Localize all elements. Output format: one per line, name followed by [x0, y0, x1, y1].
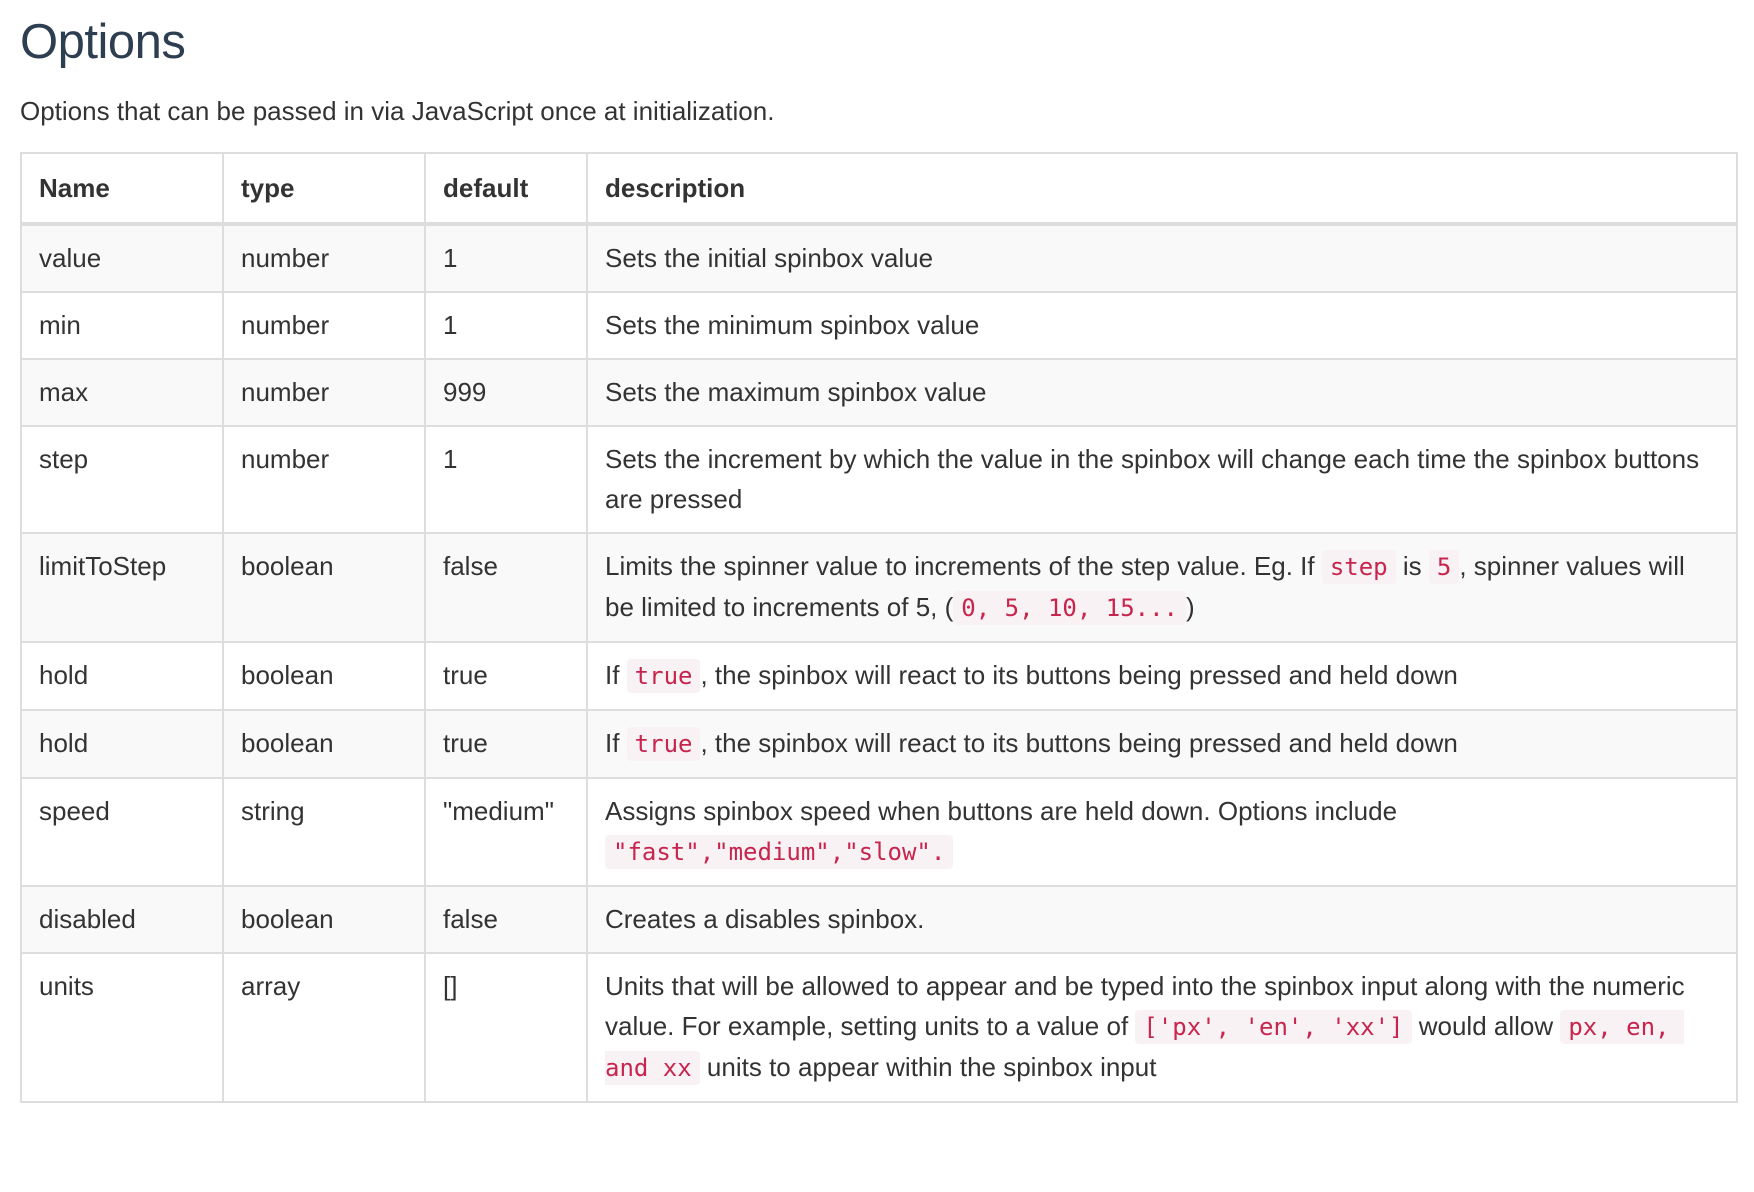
cell-description — [587, 886, 1737, 953]
cell-type: array — [223, 953, 425, 1102]
inline-code: "fast","medium","slow". — [605, 835, 953, 869]
table-row — [21, 778, 1737, 886]
cell-name: hold — [21, 642, 223, 710]
description-text: , the spinbox will react to its buttons being pressed and held down — [700, 660, 1458, 690]
inline-code: true — [627, 727, 701, 761]
table-row — [21, 224, 1737, 292]
header-default: default — [425, 153, 587, 224]
table-row — [21, 426, 1737, 533]
cell-type: string — [223, 778, 425, 886]
description-text: units to appear within the spinbox input — [699, 1052, 1157, 1082]
table-body — [21, 224, 1737, 1102]
description-text: Sets the minimum spinbox value — [605, 310, 980, 340]
cell-default: "medium" — [425, 778, 587, 886]
description-text: would allow — [1411, 1011, 1561, 1041]
inline-code: ['px', 'en', 'xx'] — [1135, 1010, 1411, 1044]
description-text: Sets the increment by which the value in the spinbox will change each time the spinbox buttons are pressed — [605, 444, 1700, 514]
inline-code: px, en, and xx — [605, 1010, 1684, 1085]
page-title: Options — [20, 15, 186, 69]
cell-type: boolean — [223, 533, 425, 642]
table-row — [21, 953, 1737, 1102]
cell-type: number — [223, 224, 425, 292]
cell-type: number — [223, 292, 425, 359]
cell-type: boolean — [223, 886, 425, 953]
header-description: description — [587, 153, 1737, 224]
cell-name: units — [21, 953, 223, 1102]
cell-default: 1 — [425, 224, 587, 292]
cell-description — [587, 426, 1737, 533]
cell-name: value — [21, 224, 223, 292]
cell-default: 1 — [425, 426, 587, 533]
cell-default: true — [425, 710, 587, 778]
description-text: is — [1395, 551, 1429, 581]
description-text: Assigns spinbox speed when buttons are held down. Options include — [605, 796, 1398, 826]
header-type: type — [223, 153, 425, 224]
options-table — [20, 152, 1738, 1103]
cell-default: true — [425, 642, 587, 710]
cell-description — [587, 533, 1737, 642]
description-text: If — [605, 728, 627, 758]
table-row — [21, 533, 1737, 642]
inline-code: step — [1322, 550, 1396, 584]
cell-type: boolean — [223, 710, 425, 778]
cell-description — [587, 710, 1737, 778]
cell-default: false — [425, 533, 587, 642]
cell-name: min — [21, 292, 223, 359]
cell-default: [] — [425, 953, 587, 1102]
cell-description — [587, 359, 1737, 426]
inline-code: 0, 5, 10, 15... — [953, 591, 1186, 625]
table-header — [21, 153, 1737, 224]
cell-description — [587, 953, 1737, 1102]
cell-type: number — [223, 359, 425, 426]
cell-name: max — [21, 359, 223, 426]
cell-name: speed — [21, 778, 223, 886]
description-text: , spinner values will be limited to increments of 5, ( — [605, 551, 1685, 622]
cell-default: false — [425, 886, 587, 953]
description-text: Creates a disables spinbox. — [605, 904, 925, 934]
description-text: Limits the spinner value to increments of the step value. Eg. If — [605, 551, 1322, 581]
cell-type: number — [223, 426, 425, 533]
table-row — [21, 642, 1737, 710]
cell-default: 999 — [425, 359, 587, 426]
lead-text: Options that can be passed in via JavaScript once at initialization. — [20, 96, 775, 126]
cell-name: step — [21, 426, 223, 533]
table-row — [21, 886, 1737, 953]
description-text: , the spinbox will react to its buttons being pressed and held down — [700, 728, 1458, 758]
cell-type: boolean — [223, 642, 425, 710]
description-text: Units that will be allowed to appear and be typed into the spinbox input along with the numeric value. For example, setting units to a value of — [605, 971, 1685, 1041]
header-name: Name — [21, 153, 223, 224]
description-text: ) — [1186, 592, 1195, 622]
table-row — [21, 359, 1737, 426]
description-text: If — [605, 660, 627, 690]
cell-name: disabled — [21, 886, 223, 953]
table-row — [21, 292, 1737, 359]
description-text: Sets the maximum spinbox value — [605, 377, 987, 407]
cell-description — [587, 778, 1737, 886]
header-row — [21, 153, 1737, 224]
inline-code: 5 — [1429, 550, 1459, 584]
cell-name: hold — [21, 710, 223, 778]
cell-description — [587, 642, 1737, 710]
cell-description — [587, 292, 1737, 359]
cell-default: 1 — [425, 292, 587, 359]
inline-code: true — [627, 659, 701, 693]
description-text: Sets the initial spinbox value — [605, 243, 934, 273]
cell-name: limitToStep — [21, 533, 223, 642]
cell-description — [587, 224, 1737, 292]
table-row — [21, 710, 1737, 778]
